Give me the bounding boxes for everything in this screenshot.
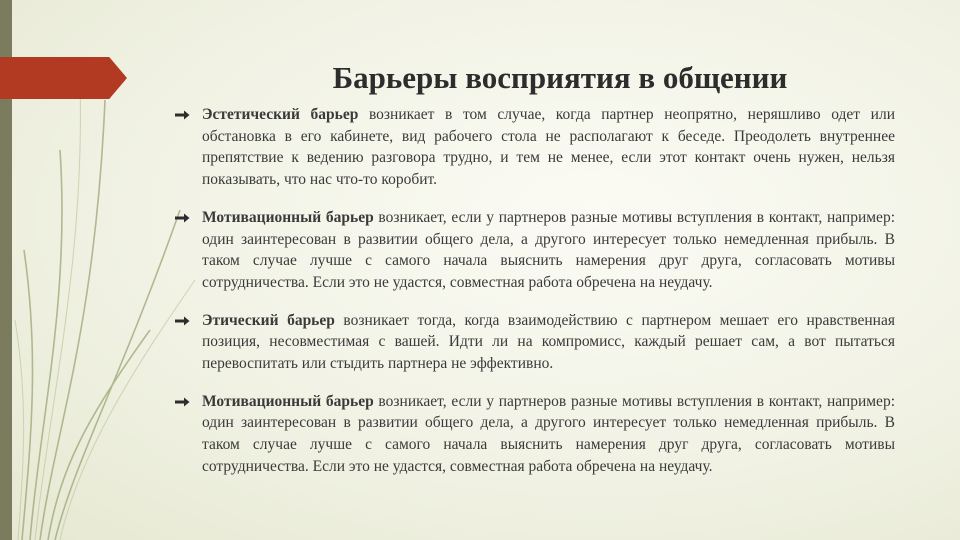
bullet-text: возникает тогда, когда взаимодействию с партнером мешает его нравственная позиция, несовместимая с вашей. Идти ли на компромисс, каждый решает сам, а вот пытаться перевоспитать или стыдить партнера не эффективно. [202,311,895,373]
arrow-right-icon [175,316,190,326]
bullet-text: возникает, если у партнеров разные мотивы вступления в контакт, например: один заинтересован в развитии общего дела, а другого интересует только немедленная прибыль. В таком случае лучше с самого начала выяснить намерения друг друга, согласовать мотивы сотрудничества. Если это не удастся, совместная работа обречена на неудачу. [202,392,895,475]
bullet-item [175,104,895,191]
bullet-term: Этический барьер [202,311,335,329]
bullet-item [175,310,895,375]
title-accent-arrow [0,57,127,99]
bullet-list [175,104,895,494]
bullet-term: Эстетический барьер [202,106,359,123]
arrow-right-icon [175,397,190,407]
bullet-text: возникает, если у партнеров разные мотивы вступления в контакт, например: один заинтересован в развитии общего дела, а другого интересует только немедленная прибыль. В таком случае лучше с самого начала выяснить намерения друг друга, согласовать мотивы сотрудничества. Если это не удастся, совместная работа обречена на неудачу. [202,208,895,291]
arrow-right-icon [175,213,190,223]
bullet-term: Мотивационный барьер [202,392,374,410]
bullet-item [175,391,895,478]
slide-title: Барьеры восприятия в общении [332,60,788,95]
arrow-right-icon [175,110,190,120]
bullet-item [175,207,895,294]
bullet-term: Мотивационный барьер [202,208,374,226]
bullet-text: возникает в том случае, когда партнер неопрятно, неряшливо одет или обстановка в его кабинете, вид рабочего стола не располагают к беседе. Преодолеть внутреннее препятствие к ведению разговора трудно, и тем не менее, если этот контакт очень нужен, нельзя показывать, что нас что-то коробит. [202,106,896,189]
